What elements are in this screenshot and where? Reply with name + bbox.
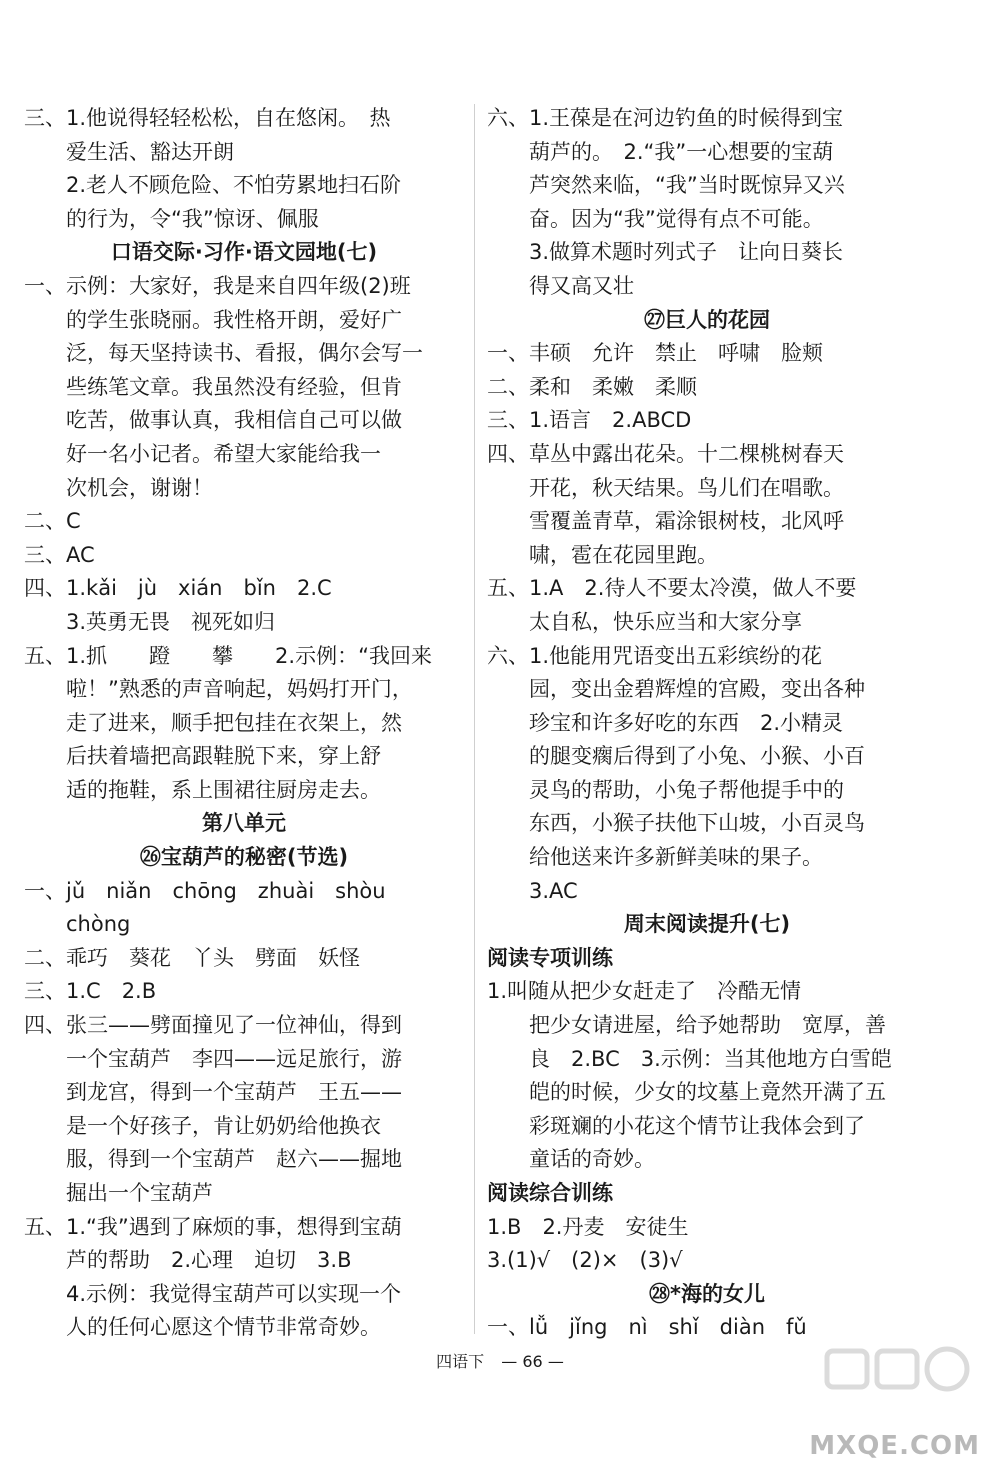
answer-line: 3.AC [529,878,578,903]
answer-line: 人的任何心愿这个情节非常奇妙。 [66,1315,381,1340]
answer-line: 1.叫随从把少女赶走了 冷酷无情 [487,979,802,1004]
answer-line: 三、1.他说得轻轻松松，自在悠闲。 热 [24,106,391,130]
answer-line: 得又高又壮 [529,273,634,298]
answer-line: 三、AC [24,542,95,567]
answer-line: 五、1.A 2.待人不要太冷漠，做人不要 [487,576,857,601]
section-heading: ㉗巨人的花园 [644,307,770,332]
answer-line: 三、1.语言 2.ABCD [487,408,692,433]
answer-line: 好一名小记者。希望大家能给我一 [66,441,381,466]
answer-line: 东西，小猴子扶他下山坡，小百灵鸟 [529,811,865,836]
answer-line: 彩斑斓的小花这个情节让我体会到了 [529,1113,865,1138]
left-column [24,102,464,1345]
answer-line: 的腿变瘸后得到了小兔、小猴、小百 [529,744,865,769]
answer-line: 适的拖鞋，系上围裙往厨房走去。 [66,777,381,802]
answer-line: 些练笔文章。我虽然没有经验，但肯 [66,374,402,399]
subsection-heading: 阅读专项训练 [487,945,613,970]
answer-line: 一个宝葫芦 李四——远足旅行，游 [66,1046,402,1071]
answer-line: 芦突然来临，“我”当时既惊异又兴 [529,173,845,198]
section-heading: 口语交际·习作·语文园地(七) [110,240,378,265]
answer-line: 一、示例：大家好，我是来自四年级(2)班 [24,273,411,298]
answer-line: 爱生活、豁达开朗 [66,139,234,164]
answer-line: 后扶着墙把高跟鞋脱下来，穿上舒 [66,744,381,769]
answer-line: 2.老人不顾危险、不怕劳累地扫石阶 [66,173,402,198]
answer-line: 五、1.“我”遇到了麻烦的事，想得到宝葫 [24,1214,402,1239]
answer-line: 皑的时候，少女的坟墓上竟然开满了五 [529,1080,886,1105]
answer-line: 奋。因为“我”觉得有点不可能。 [529,206,824,231]
answer-line: 园，变出金碧辉煌的宫殿，变出各种 [529,677,865,702]
answer-line: 开花，秋天结果。鸟儿们在唱歌。 [529,475,844,500]
answer-line: 3.英勇无畏 视死如归 [66,609,276,634]
answer-line: 是一个好孩子，肯让奶奶给他换衣 [66,1113,381,1138]
answer-line: 的行为，令“我”惊讶、佩服 [66,206,319,231]
answer-line: 芦的帮助 2.心理 迫切 3.B [66,1248,352,1273]
answer-line: 到龙宫，得到一个宝葫芦 王五—— [66,1080,402,1105]
section-heading: ㉖宝葫芦的秘密(节选) [139,845,349,870]
column-divider [474,104,475,1334]
answer-line: 二、柔和 柔嫩 柔顺 [487,374,697,399]
answer-line: 吃苦，做事认真，我相信自己可以做 [66,408,402,433]
answer-line: 雪覆盖青草，霜涂银树枝，北风呼 [529,509,844,534]
answer-line: 三、1.C 2.B [24,979,157,1004]
answer-line: 六、1.他能用咒语变出五彩缤纷的花 [487,643,823,668]
answer-line: 一、lǚ jǐng nì shǐ diàn fǔ [487,1315,807,1340]
section-heading: 第八单元 [202,811,286,836]
answer-line: 3.做算术题时列式子 让向日葵长 [529,240,844,265]
footer-grade: 四语下 [436,1352,485,1371]
subsection-heading: 阅读综合训练 [487,1181,613,1205]
answer-line: 四、张三——劈面撞见了一位神仙，得到 [24,1013,402,1038]
answer-line: 四、草丛中露出花朵。十二棵桃树春天 [487,441,844,466]
answer-line: 太自私，快乐应当和大家分享 [529,609,802,634]
answer-line: 啦！”熟悉的声音响起，妈妈打开门， [66,677,413,702]
answer-line: 啸，雹在花园里跑。 [529,542,718,567]
answer-line: 葫芦的。 2.“我”一心想要的宝葫 [529,139,834,164]
answer-line: 二、C [24,509,81,534]
answer-line: 童话的奇妙。 [529,1147,655,1172]
answer-line: 良 2.BC 3.示例：当其他地方白雪皑 [529,1046,892,1071]
footer-page-number: — 66 — [501,1352,564,1371]
section-heading: ㉘*海的女儿 [649,1281,765,1306]
answer-line: 的学生张晓丽。我性格开朗，爱好广 [66,307,402,332]
answer-line: 次机会，谢谢！ [66,475,213,500]
answer-line: 珍宝和许多好吃的东西 2.小精灵 [529,710,844,735]
answer-line: 把少女请进屋，给予她帮助 宽厚，善 [529,1013,886,1038]
answer-line: 六、1.王葆是在河边钓鱼的时候得到宝 [487,106,844,130]
answer-line: 给他送来许多新鲜美味的果子。 [529,845,823,870]
answer-line: chòng [66,912,131,937]
answer-line: 五、1.抓 蹬 攀 2.示例：“我回来 [24,643,432,668]
answer-line: 二、乖巧 葵花 丫头 劈面 妖怪 [24,945,360,970]
answer-line: 3.(1)√ (2)× (3)√ [487,1248,683,1273]
answer-line: 一、丰硕 允许 禁止 呼啸 脸颊 [487,341,823,366]
answer-line: 1.B 2.丹麦 安徒生 [487,1214,689,1239]
watermark-text: MXQE.COM [809,1431,980,1461]
answer-line: 四、1.kǎi jù xián bǐn 2.C [24,576,332,601]
answer-line: 走了进来，顺手把包挂在衣架上，然 [66,710,402,735]
answer-line: 泛，每天坚持读书、看报，偶尔会写一 [66,341,423,366]
answer-line: 掘出一个宝葫芦 [66,1181,213,1205]
answer-line: 服，得到一个宝葫芦 赵六——掘地 [66,1147,402,1172]
answer-line: 4.示例：我觉得宝葫芦可以实现一个 [66,1281,402,1306]
right-column [487,102,927,1345]
answer-line: 一、jǔ niǎn chōng zhuài shòu [24,878,386,903]
answer-line: 灵鸟的帮助，小兔子帮他提手中的 [529,777,844,802]
section-heading: 周末阅读提升(七) [623,912,791,937]
